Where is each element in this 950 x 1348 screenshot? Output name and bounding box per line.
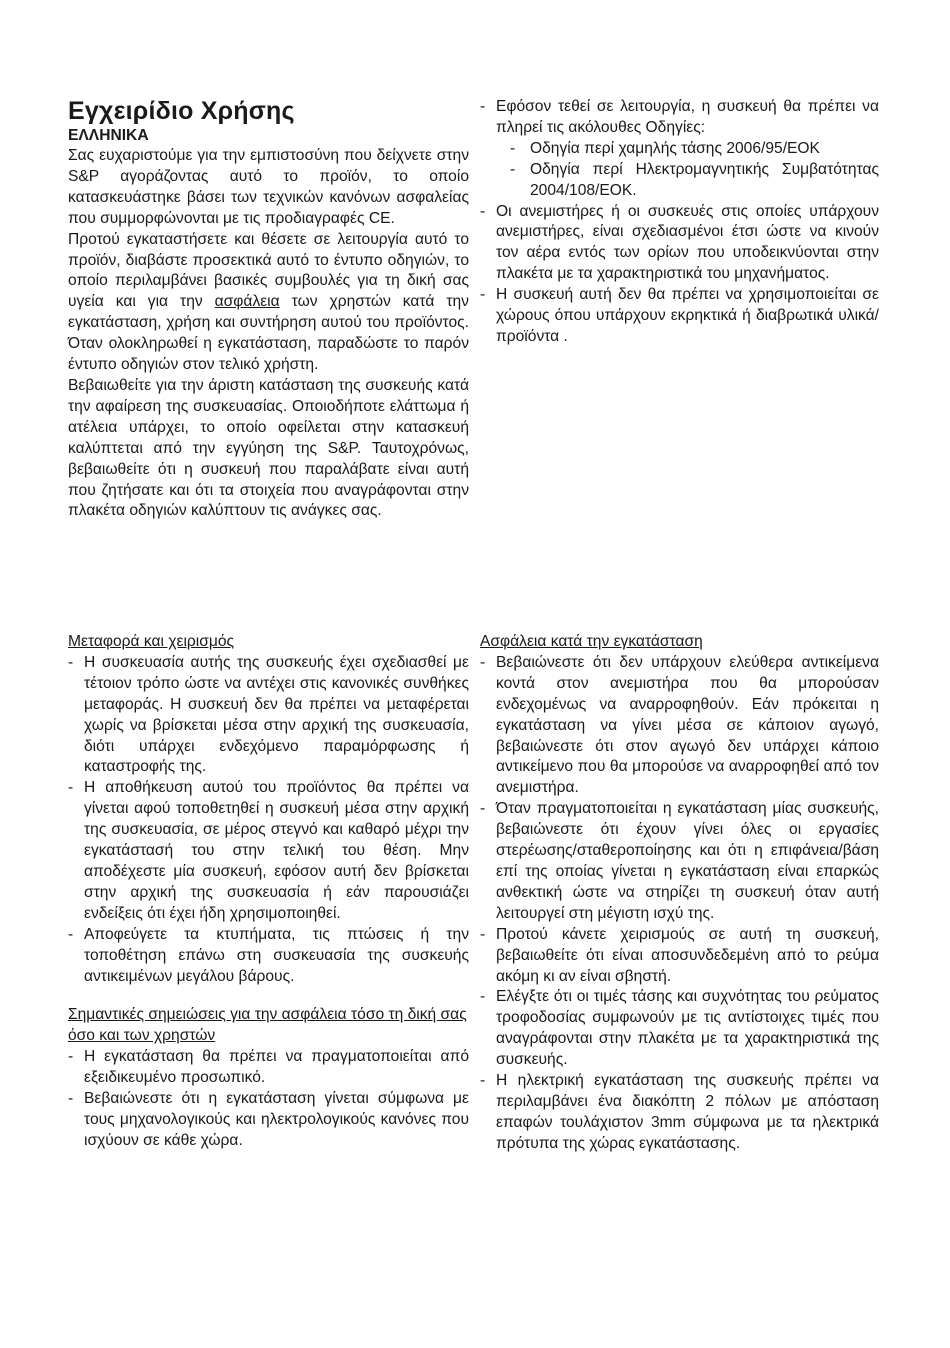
intro-paragraph-2 [68, 230, 469, 376]
safety-underlined-word: ασφάλεια [214, 293, 280, 311]
page-title: Εγχειρίδιο Χρήσης [68, 97, 295, 125]
language-label: ΕΛΛΗΝΙΚΑ [68, 127, 149, 144]
directive-emc: - Οδηγία περί Ηλεκτρομαγνητικής Συμβατότητας 2004/108/ΕΟΚ. [510, 160, 879, 202]
list-item: - Η συσκευή αυτή δεν θα πρέπει να χρησιμοποιείται σε χώρους όπου υπάρχουν εκρηκτικά ή διαβρωτικά υλικά/προϊόντα . [480, 285, 879, 348]
list-item: - Η συσκευασία αυτής της συσκευής έχει σχεδιασθεί με τέτοιον τρόπο ώστε να αντέχει στις κανονικές συνθήκες μεταφοράς. Η συσκευή δεν θα πρέπει να μεταφέρεται χωρίς να βρίσκεται μέσα στην αρχική της συσκευασία, διότι υπάρχει ενδεχόμενο παραμόρφωσης ή καταστροφής της. [68, 653, 469, 778]
installation-section [480, 632, 879, 1155]
directive-low-voltage: - Οδηγία περί χαμηλής τάσης 2006/95/ΕΟΚ [510, 139, 879, 160]
list-item: - Βεβαιώνεστε ότι δεν υπάρχουν ελεύθερα αντικείμενα κοντά στον ανεμιστήρα που θα μπορούσαν ενδεχομένως να αναρροφηθούν. Εάν πρόκειται η εγκατάσταση να γίνει μέσα σε κάποιον αγωγό, βεβαιώνεστε ότι στον αγωγό δεν υπάρχει κάποιο αντικείμενο που θα μπορούσε να αναρροφηθεί από τον ανεμιστήρα. [480, 653, 879, 799]
intro-paragraph-2-start: Προτού εγκαταστήσετε και θέσετε σε λειτουργία αυτό το προϊόν, διαβάστε προσεκτικά αυτό το έντυπο οδηγιών, το οποίο περιλαμβάνει βασικές συμβουλές για τη δική σας υγεία και για την [68, 230, 469, 311]
directives-sublist [480, 139, 879, 202]
directives-list [480, 97, 879, 348]
intro-paragraph-3: Βεβαιωθείτε για την άριστη κατάσταση της συσκευής κατά την αφαίρεση της συσκευασίας. Οποιοδήποτε ελάττωμα ή ατέλεια υπάρχει, το οποίο οφείλεται στην κατασκευή καλύπτεται από την εγγύηση της S&P. Ταυτοχρόνως, βεβαιωθείτε ότι η συσκευή που παραλάβατε είναι αυτή που ζητήσατε και ότι τα στοιχεία που αναγράφονται στην πλακέτα οδηγιών καλύπτουν τις ανάγκες σας. [68, 376, 469, 520]
installation-heading: Ασφάλεια κατά την εγκατάσταση [480, 633, 703, 650]
safety-notes-list [68, 1047, 469, 1152]
intro-paragraph-2-end: των χρηστών κατά την εγκατάσταση, χρήση και συντήρηση αυτού του προϊόντος. Όταν ολοκληρωθεί η εγκατάσταση, παραδώστε το παρόν έντυπο οδηγιών στον τελικό χρήστη. [68, 293, 469, 374]
section-gap [68, 987, 469, 1005]
safety-notes-heading: Σημαντικές σημειώσεις για την ασφάλεια τόσο τη δική σας όσο και των χρηστών [68, 1006, 467, 1045]
list-item: - Η εγκατάσταση θα πρέπει να πραγματοποιείται από εξειδικευμένο προσωπικό. [68, 1047, 469, 1089]
list-item: - Βεβαιώνεστε ότι η εγκατάσταση γίνεται σύμφωνα με τους μηχανολογικούς και ηλεκτρολογικούς κανόνες που ισχύουν σε κάθε χώρα. [68, 1089, 469, 1152]
directives-section [480, 97, 879, 348]
transport-section [68, 632, 469, 1152]
list-item: - Οι ανεμιστήρες ή οι συσκευές στις οποίες υπάρχουν ανεμιστήρες, είναι σχεδιασμένοι έτσι ώστε να κινούν τον αέρα εντός των ορίων που υποδεικνύονται στην πλακέτα με τα χαρακτηριστικά του μηχανήματος. [480, 202, 879, 286]
list-item [480, 97, 879, 202]
list-item: - Όταν πραγματοποιείται η εγκατάσταση μίας συσκευής, βεβαιώνεστε ότι έχουν γίνει όλες οι εργασίες στερέωσης/σταθεροποίησης και ότι η επιφάνεια/βάση επί της οποίας γίνεται η εγκατάσταση είναι επαρκώς ανθεκτική ώστε να στηρίζει τη συσκευή όταν αυτή λειτουργεί στη μέγιστη ισχύ της. [480, 799, 879, 924]
list-item: - Αποφεύγετε τα κτυπήματα, τις πτώσεις ή την τοποθέτηση επάνω στη συσκευασία της συσκευής αντικειμένων μεγάλου βάρους. [68, 925, 469, 988]
intro-section [68, 97, 469, 522]
intro-paragraph-1: Σας ευχαριστούμε για την εμπιστοσύνη που δείχνετε στην S&P αγοράζοντας αυτό το προϊόν, το οποίο κατασκευάστηκε βάσει των τεχνικών κανόνων ασφαλείας που συμμορφώνονται με τις προδιαγραφές CE. [68, 147, 469, 227]
transport-heading: Μεταφορά και χειρισμός [68, 633, 235, 650]
list-item: - Η αποθήκευση αυτού του προϊόντος θα πρέπει να γίνεται αφού τοποθετηθεί η συσκευή μέσα στην αρχική της συσκευασία, σε μέρος στεγνό και καθαρό μέχρι την εγκατάστασή του στην τελική του θέση. Μην αποδέχεστε μία συσκευή, εφόσον αυτή δεν βρίσκεται στην αρχική της συσκευασία ή εάν παρουσιάζει ενδείξεις ότι έχει ήδη χρησιμοποιηθεί. [68, 778, 469, 924]
transport-list [68, 653, 469, 988]
directives-lead: Εφόσον τεθεί σε λειτουργία, η συσκευή θα πρέπει να πληρεί τις ακόλουθες Οδηγίες: [496, 98, 879, 136]
list-item: - Ελέγξτε ότι οι τιμές τάσης και συχνότητας του ρεύματος τροφοδοσίας συμφωνούν με τις αντίστοιχες τιμές που αναγράφονται στην πλακέτα με τα χαρακτηριστικά της συσκευής. [480, 987, 879, 1071]
list-item: - Η ηλεκτρική εγκατάσταση της συσκευής πρέπει να περιλαμβάνει ένα διακόπτη 2 πόλων με απόσταση επαφών τουλάχιστον 3mm σύμφωνα με τα ηλεκτρικά πρότυπα της χώρας εγκατάστασης. [480, 1071, 879, 1155]
installation-list [480, 653, 879, 1155]
list-item: - Προτού κάνετε χειρισμούς σε αυτή τη συσκευή, βεβαιωθείτε ότι είναι αποσυνδεδεμένη από το ρεύμα ακόμη κι αν είναι σβηστή. [480, 925, 879, 988]
